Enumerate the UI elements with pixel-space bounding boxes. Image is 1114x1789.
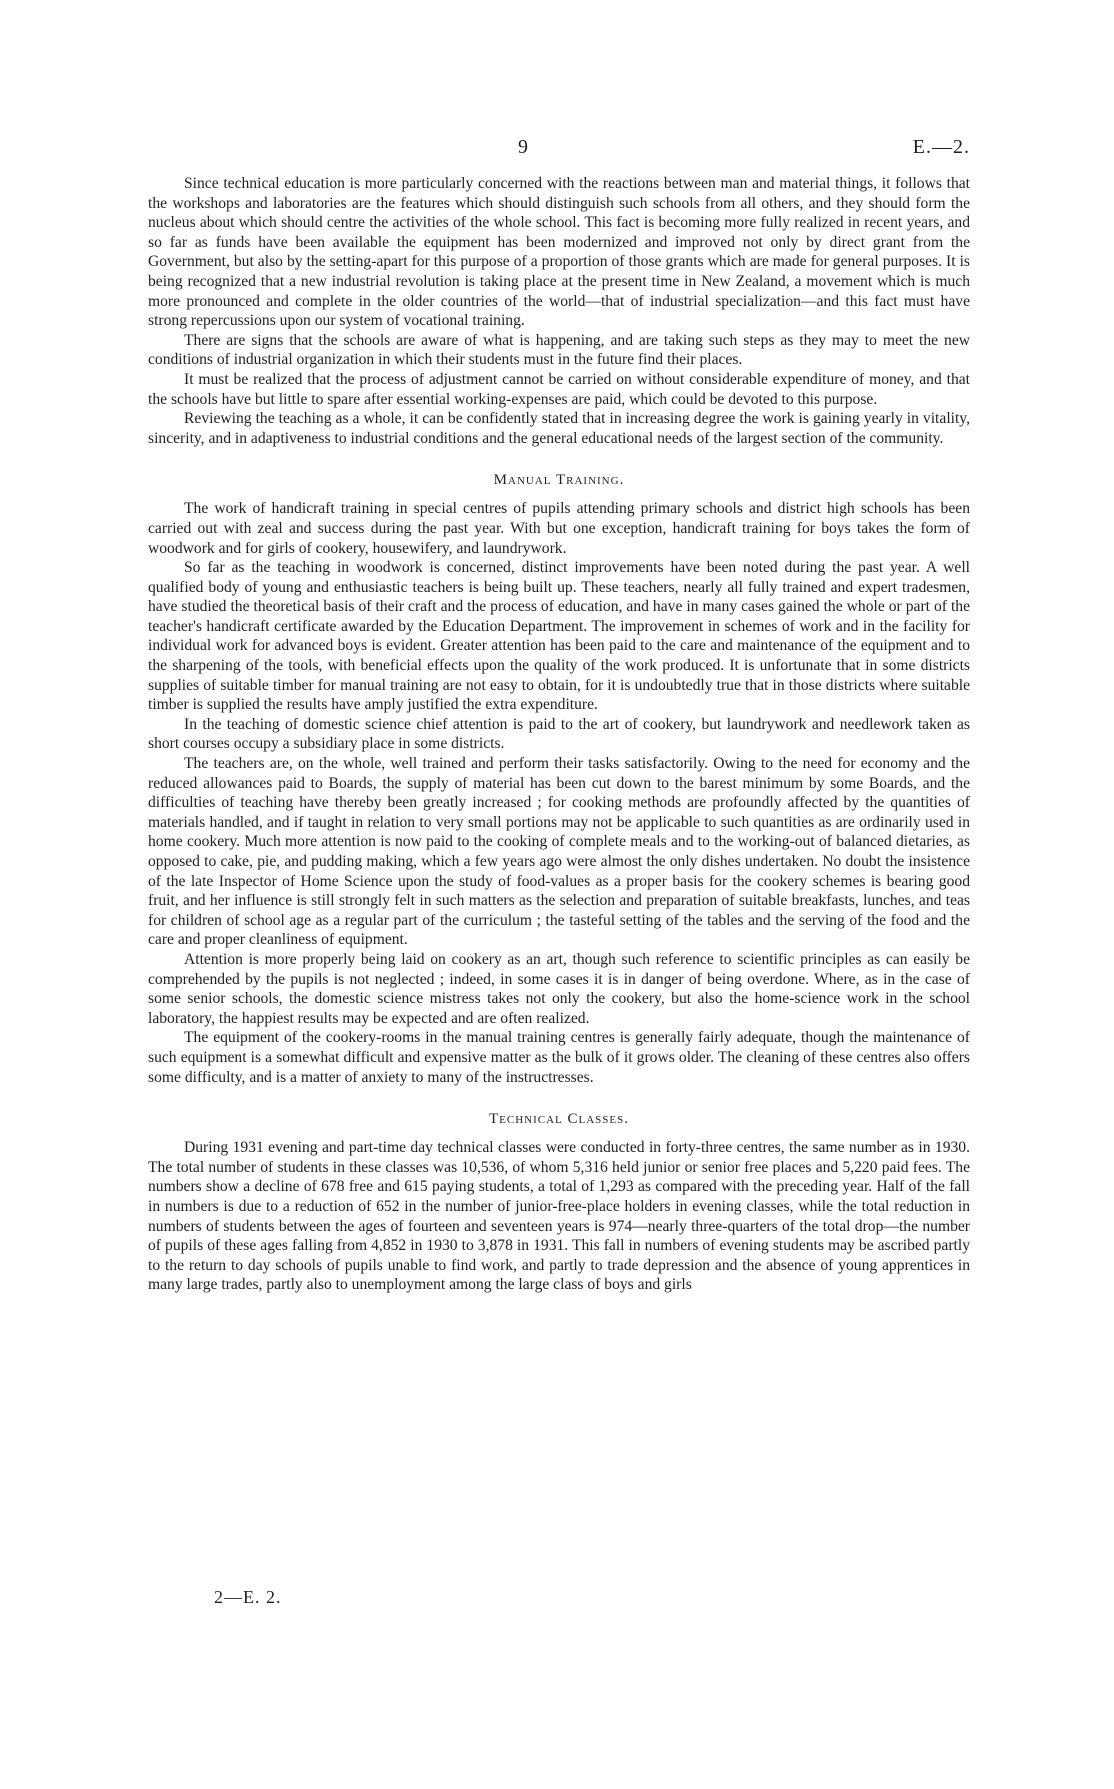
intro-paragraph-2: There are signs that the schools are aware of what is happening, and are taking such steps as they may to meet the new conditions of industrial organization in which their students must in the future find their places. [148,331,970,369]
manual-training-paragraph-2: So far as the teaching in woodwork is concerned, distinct improvements have been noted during the past year. A well qualified body of young and enthusiastic teachers is being built up. These teachers, nearly all fully trained and expert tradesmen, have studied the theoretical basis of their craft and the process of education, and have in many cases gained the whole or part of the teacher's handicraft certificate awarded by the Education Department. The improvement in schemes of work and in the facility for individual work for advanced boys is evident. Greater attention has been paid to the care and maintenance of the equipment and to the sharpening of the tools, with beneficial effects upon the quality of the work produced. It is unfortunate that in some districts supplies of suitable timber for manual training are not easy to obtain, for it is undoubtedly true that in those districts where suitable timber is supplied the results have amply justified the extra expenditure. [148,559,970,714]
manual-training-paragraph-1: The work of handicraft training in special centres of pupils attending primary schools and district high schools has been carried out with zeal and success during the past year. With but one exception, handicraft training for boys takes the form of woodwork and for girls of cookery, housewifery, and laundrywork. [148,500,970,557]
footer-signature: 2—E. 2. [214,1587,282,1607]
manual-training-paragraph-5: Attention is more properly being laid on cookery as an art, though such reference to scientific principles as can easily be comprehended by the pupils is not neglected ; indeed, in some cases it is in danger of being overdone. Where, as in the case of some senior schools, the domestic science mistress takes not only the cookery, but also the home-science work in the school laboratory, the happiest results may be expected and are often realized. [148,950,970,1027]
manual-training-paragraph-6: The equipment of the cookery-rooms in the manual training centres is generally fairly adequate, though the maintenance of such equipment is a somewhat difficult and expensive matter as the bulk of it grows older. The cleaning of these centres also offers some difficulty, and is a matter of anxiety to many of the instructresses. [148,1029,970,1086]
page-number: 9 [518,136,528,158]
technical-classes-section [148,1111,970,1295]
intro-section [148,174,970,448]
page-header [148,132,970,168]
document-page [148,132,970,1295]
technical-classes-heading: Technical Classes. [488,1111,629,1128]
manual-training-paragraph-3: In the teaching of domestic science chief attention is paid to the art of cookery, but laundrywork and needlework taken as short courses occupy a subsidiary place in some districts. [148,715,970,753]
manual-training-paragraph-4: The teachers are, on the whole, well trained and perform their tasks satisfactorily. Owing to the need for economy and the reduced allowances paid to Boards, the supply of material has been cut down to the barest minimum by some Boards, and the difficulties of teaching have thereby been greatly increased ; for cooking methods are profoundly affected by the quantities of materials handled, and if taught in relation to very small portions may not be applicable to such quantities as are ordinarily used in home cookery. Much more attention is now paid to the cooking of complete meals and to the working-out of balanced dietaries, as opposed to cake, pie, and pudding making, which a few years ago were almost the only dishes undertaken. No doubt the insistence of the late Inspector of Home Science upon the study of food-values as a proper basis for the cookery schemes is bearing good fruit, and her influence is still strongly felt in such matters as the selection and preparation of suitable breakfasts, lunches, and teas for children of school age as a regular part of the curriculum ; the tasteful setting of the tables and the serving of the food and the care and proper cleanliness of equipment. [148,755,970,949]
technical-classes-paragraph-1: During 1931 evening and part-time day technical classes were conducted in forty-three centres, the same number as in 1930. The total number of students in these classes was 10,536, of whom 5,316 held junior or senior free places and 5,220 paid fees. The numbers show a decline of 678 free and 615 paying students, a total of 1,293 as compared with the preceding year. Half of the fall in numbers is due to a reduction of 652 in the number of junior-free-place holders in evening classes, while the total reduction in numbers of students between the ages of fourteen and seventeen years is 974—nearly three-quarters of the total drop—the number of pupils of these ages falling from 4,852 in 1930 to 3,878 in 1931. This fall in numbers of evening students may be ascribed partly to the return to day schools of pupils unable to find work, and partly to trade depression and the absence of young apprentices in many large trades, partly also to unemployment among the large class of boys and girls [148,1139,970,1294]
report-code: E.—2. [912,136,970,158]
intro-paragraph-3: It must be realized that the process of adjustment cannot be carried on without considerable expenditure of money, and that the schools have but little to spare after essential working-expenses are paid, which could be devoted to this purpose. [148,370,970,408]
intro-paragraph-1: Since technical education is more particularly concerned with the reactions between man and material things, it follows that the workshops and laboratories are the features which should distinguish such schools from all others, and they should form the nucleus about which should centre the activities of the whole school. This fact is becoming more fully realized in recent years, and so far as funds have been available the equipment has been modernized and improved not only by direct grant from the Government, but also by the setting-apart for this purpose of a proportion of those grants which are made for general purposes. It is being recognized that a new industrial revolution is taking place at the present time in New Zealand, a movement which is much more pronounced and complete in the older countries of the world—that of industrial specialization—and this fact must have strong repercussions upon our system of vocational training. [148,175,970,330]
manual-training-section [148,472,970,1087]
manual-training-heading: Manual Training. [493,472,625,489]
intro-paragraph-4: Reviewing the teaching as a whole, it can be confidently stated that in increasing degree the work is gaining yearly in vitality, sincerity, and in adaptiveness to industrial conditions and the general educational needs of the largest section of the community. [148,410,970,447]
